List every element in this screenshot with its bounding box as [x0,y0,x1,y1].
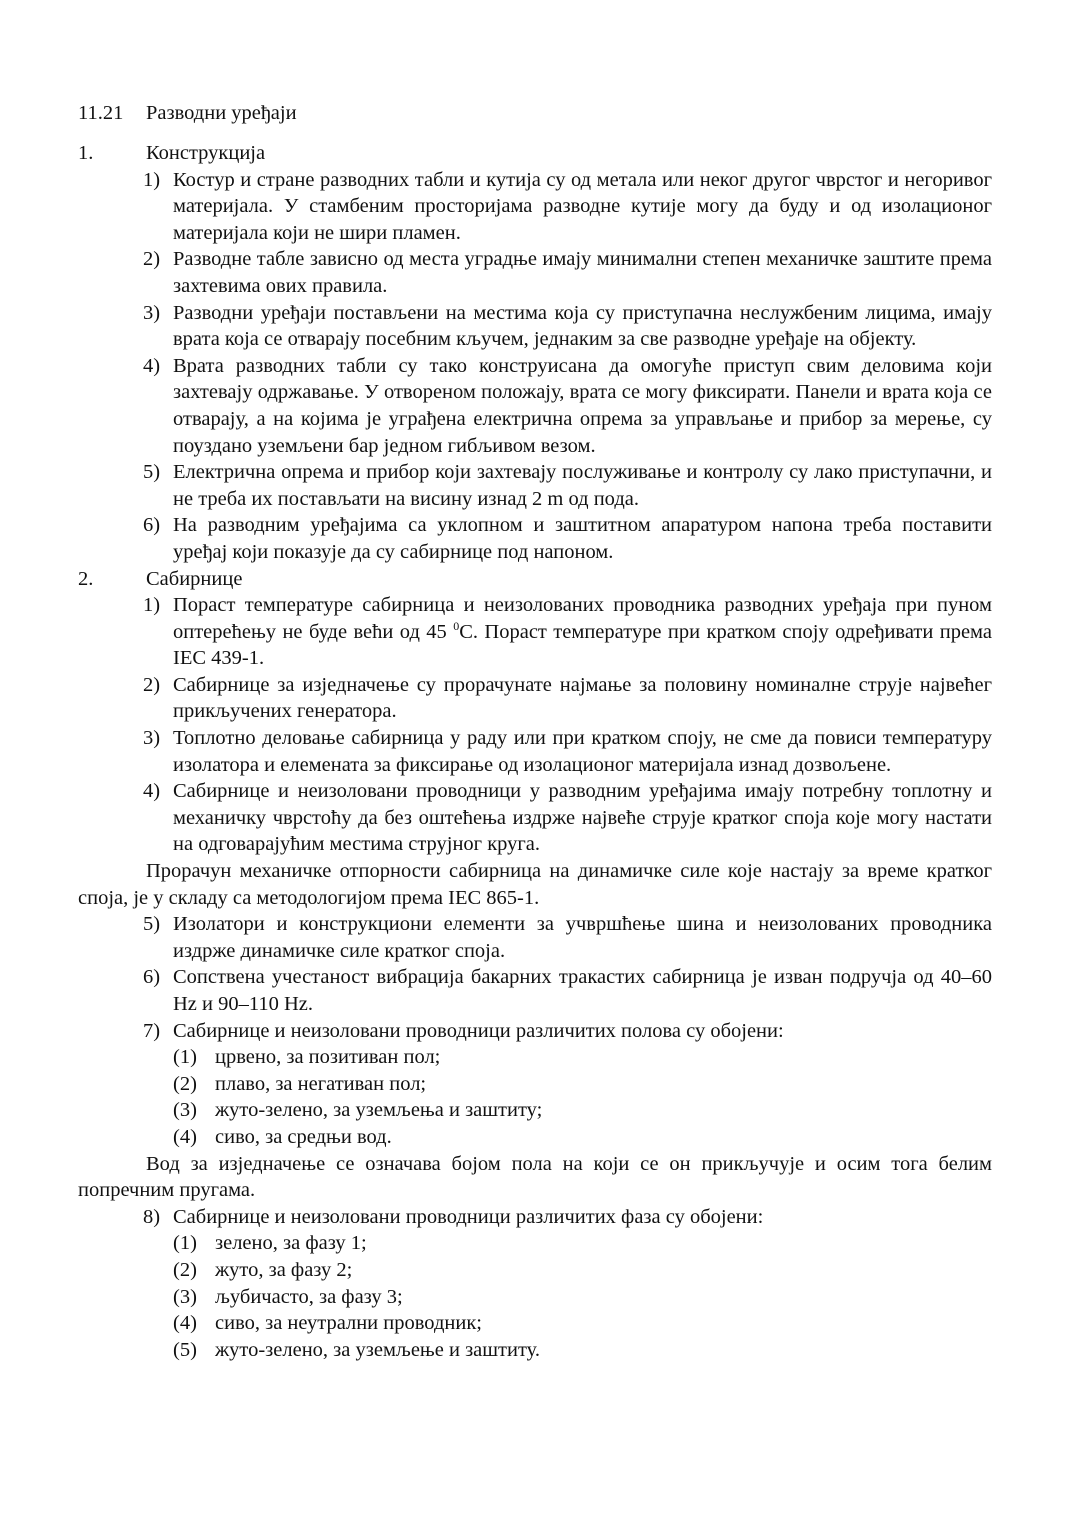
item-text: Електрична опрема и прибор који захтевају послуживање и контролу су лако приступачни, и не треба их постављати на висину изнад 2 m од пода. [173,461,992,510]
section-title [78,100,297,127]
item-number: 7) [143,1019,161,1042]
part-number: 2. [78,567,94,590]
item-number: 2) [143,673,161,696]
part-heading-busbars [78,566,992,593]
document-body [78,140,992,1363]
section-title-text: Разводни уређаји [146,102,297,124]
sub-item-number: (1) [173,1232,197,1255]
part-heading-text: Конструкција [146,142,266,164]
list-item [78,459,992,512]
item-number: 2) [143,248,161,271]
sub-item-number: (3) [173,1285,197,1308]
sub-item-text: жуто, за фазу 2; [215,1258,353,1281]
item-text: Пораст температуре сабирница и неизолованих проводника разводних уређаја при пуном оптерећењу не буде већи од 45 $^0$C. Пораст температуре при кратком споју одређивати према IEC 439-1. [173,594,992,670]
list-item [78,725,992,778]
part-number: 1. [78,142,94,164]
item-number: 3) [143,727,161,750]
sub-item-number: (3) [173,1099,197,1122]
part-heading-construction [78,140,992,167]
sub-item-text: жуто-зелено, за уземљење и заштиту. [215,1338,540,1361]
item-number: 8) [143,1205,161,1228]
sub-item-text: зелено, за фазу 1; [215,1232,367,1255]
list-item [78,353,992,459]
list-item [78,1204,992,1231]
section-number: 11.21 [78,102,124,124]
item-text: Разводни уређаји постављени на местима која су приступачна неслужбеним лицима, имају врата која се отварају посебним кључем, једнаким за све разводне уређаје на објекту. [173,301,992,351]
item-number: 1) [143,168,161,191]
list-item [78,300,992,353]
item-number: 3) [143,301,161,324]
item-text: Костур и стране разводних табли и кутија су од метала или неког другог чврстог и негоривог материјала. У стамбеним просторијама разводне кутије могу да буду и од изолационог материјала који не шири пламен. [173,168,992,244]
list-item [78,672,992,725]
item-text: Сабирнице и неизоловани проводници у разводним уређајима имају потребну топлотну и механичку чврстоћу да без оштећења издрже највеће струје кратког споја које могу настати на одговарајућим местима струјног круга. [173,780,992,856]
list-item [78,1018,992,1045]
sub-item-text: црвено, за позитиван пол; [215,1046,441,1069]
sub-item-number: (1) [173,1046,197,1069]
item-number: 5) [143,913,161,936]
sub-list-item [78,1071,992,1098]
sub-item-number: (2) [173,1072,197,1095]
sub-item-number: (5) [173,1338,197,1361]
sub-item-number: (2) [173,1258,197,1281]
list-item [78,778,992,858]
paragraph-equalization-wire: Вод за изједначење се означава бојом пола на који се он прикључује и осим тога белим попречним пругама. [78,1152,992,1202]
sub-item-text: сиво, за неутрални проводник; [215,1312,482,1335]
item-text: Топлотно деловање сабирница у раду или при кратком споју, не сме да повиси температуру изолатора и елемената за фиксирање од изолационог материјала изнад дозвољене. [173,727,992,776]
item-text: Сабирнице и неизоловани проводници различитих полова су обојени: [173,1019,784,1042]
sub-list-item [78,1310,992,1337]
list-item [78,512,992,565]
sub-item-text: плаво, за негативан пол; [215,1072,427,1095]
list-item [78,167,992,247]
item-text: Врата разводних табли су тако конструисана да омогуће приступ свим деловима који захтевају одржавање. У отвореном положају, врата се могу фиксирати. Панели и врата која се отварају, а на којима је уграђена електрична опрема за управљање и прибор за мерење, су поуздано уземљени бар једном гибљивом везом. [173,354,992,457]
list-item [78,246,992,299]
part-heading-text: Сабирнице [146,567,243,590]
item-text: Сабирнице и неизоловани проводници различитих фаза су обојени: [173,1205,764,1228]
sub-list-item [78,1230,992,1257]
list-item [78,964,992,1017]
sub-item-text: љубичасто, за фазу 3; [215,1285,403,1308]
sub-list-item [78,1284,992,1311]
item-text: Изолатори и конструкциони елементи за учвршћење шина и неизолованих проводника издрже динамичке силе кратког споја. [173,913,992,962]
item-text: На разводним уређајима са уклопном и заштитном апаратуром напона треба поставити уређај који показује да су сабирнице под напоном. [173,514,992,563]
paragraph-calculation: Прорачун механичке отпорности сабирница на динамичке силе које настају за време кратког споја, је у складу са методологијом према IEC 865-1. [78,860,992,909]
item-text: Сабирнице за изједначење су прорачунате најмање за половину номиналне струје највећег прикључених генератора. [173,673,992,723]
item-number: 1) [143,594,161,617]
sub-item-text: сиво, за средњи вод. [215,1125,392,1148]
list-item [78,592,992,672]
item-text: Разводне табле зависно од места уградње имају минимални степен механичке заштите према захтевима ових правила. [173,248,992,297]
sub-list-item [78,1337,992,1364]
superscript: 0 [453,618,460,633]
sub-list-item [78,1097,992,1124]
item-number: 6) [143,514,161,537]
sub-list-item [78,1124,992,1151]
item-text: Сопствена учестаност вибрација бакарних тракастих сабирница је изван подручја од 40–60 Hz и 90–110 Hz. [173,966,992,1015]
sub-list-item [78,1257,992,1284]
list-item [78,911,992,964]
sub-item-number: (4) [173,1125,197,1148]
item-number: 4) [143,780,161,803]
sub-list-item [78,1044,992,1071]
item-number: 5) [143,461,161,484]
sub-item-number: (4) [173,1312,197,1335]
sub-item-text: жуто-зелено, за уземљења и заштиту; [215,1099,543,1122]
item-number: 6) [143,966,161,989]
item-number: 4) [143,354,161,377]
